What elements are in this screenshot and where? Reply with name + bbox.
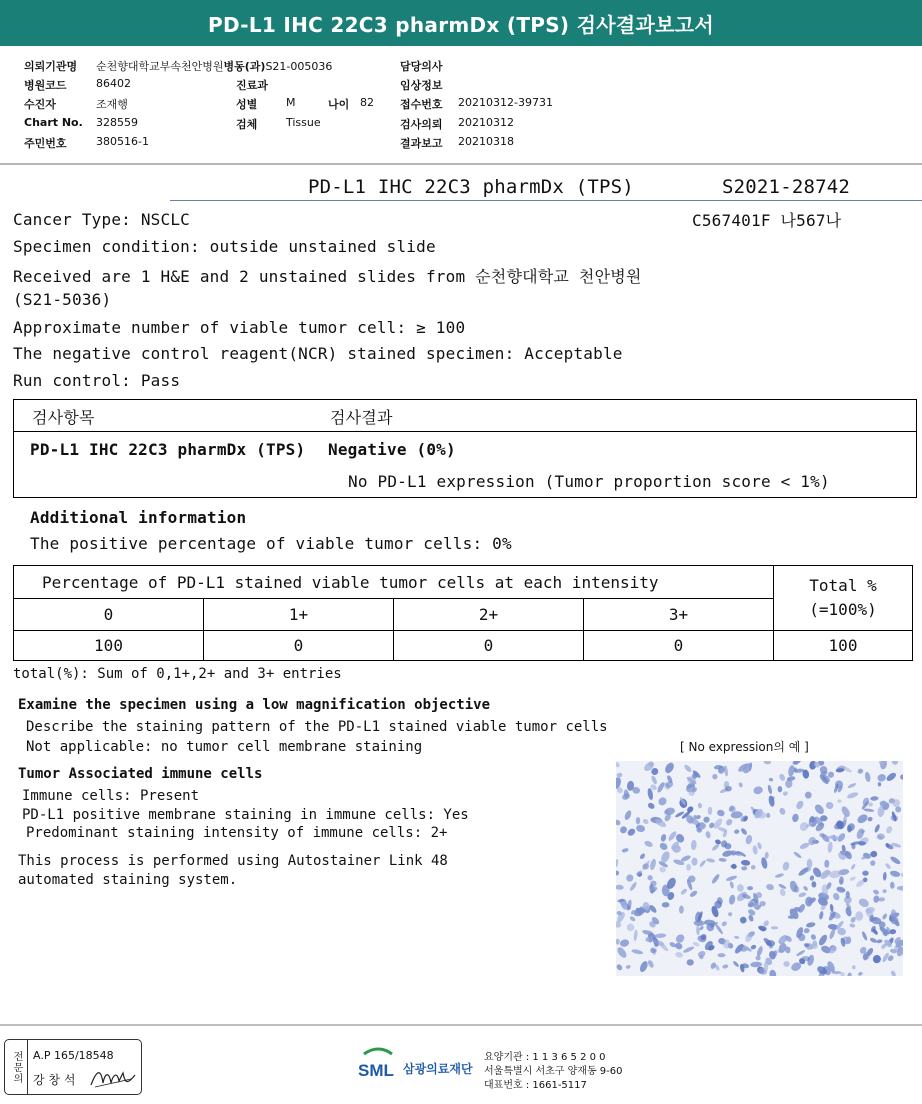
cell-nucleus — [806, 922, 816, 929]
cell-nucleus — [718, 953, 726, 957]
cell-nucleus — [869, 937, 877, 944]
cell-nucleus — [750, 864, 756, 870]
cell-nucleus — [675, 951, 684, 958]
cell-nucleus — [803, 928, 810, 934]
cell-nucleus — [658, 841, 669, 851]
cell-nucleus — [752, 845, 758, 855]
cell-nucleus — [732, 960, 739, 967]
additional-text: The positive percentage of viable tumor cells: 0% — [30, 534, 512, 553]
cell-nucleus — [766, 883, 775, 891]
cell-nucleus — [819, 911, 825, 920]
cell-nucleus — [890, 882, 895, 889]
cell-nucleus — [764, 852, 769, 859]
chart-label: Chart No. — [24, 116, 83, 129]
cell-nucleus — [633, 929, 638, 941]
cell-nucleus — [878, 782, 882, 787]
cell-nucleus — [636, 817, 641, 825]
cell-nucleus — [725, 818, 734, 827]
tissue-micrograph — [616, 761, 903, 976]
cell-nucleus — [856, 813, 869, 825]
cell-nucleus — [723, 765, 728, 777]
cell-nucleus — [857, 768, 864, 775]
request-label: 검사의뢰 — [400, 118, 443, 131]
immune-heading: Tumor Associated immune cells — [18, 766, 263, 782]
cell-nucleus — [872, 889, 879, 896]
cell-nucleus — [889, 855, 901, 865]
cell-nucleus — [863, 808, 874, 812]
ward-label: 병동(과) — [223, 60, 266, 73]
confirm-label: 전문의 — [11, 1050, 22, 1084]
cell-nucleus — [712, 773, 719, 780]
cell-nucleus — [718, 858, 726, 862]
total-header-line2: (=100%) — [809, 599, 877, 619]
clinical-label: 임상정보 — [400, 79, 443, 92]
org-name: 삼광의료재단 — [403, 1062, 473, 1076]
title-underline — [170, 200, 922, 201]
address: 서울특별시 서초구 양재동 9-60 — [484, 1066, 623, 1077]
immune-line-1: Immune cells: Present — [22, 788, 200, 804]
cell-nucleus — [657, 796, 668, 807]
additional-heading: Additional information — [30, 508, 247, 527]
cell-nucleus — [782, 861, 790, 871]
cell-nucleus — [728, 894, 736, 905]
cell-nucleus — [871, 954, 882, 965]
report-value: 20210318 — [458, 135, 514, 148]
hospital-value: 순천향대학교부속천안병원 — [96, 60, 224, 73]
receipt-label: 접수번호 — [400, 98, 443, 111]
cell-nucleus — [825, 801, 834, 810]
cell-nucleus — [729, 881, 734, 889]
examine-line-2: Not applicable: no tumor cell membrane staining — [26, 739, 423, 755]
total-header-line1: Total % — [809, 575, 877, 595]
cell-nucleus — [807, 859, 813, 868]
cell-nucleus — [708, 807, 713, 815]
cell-nucleus — [791, 813, 799, 823]
cell-nucleus — [864, 771, 871, 782]
cell-nucleus — [689, 890, 698, 899]
intensity-table — [13, 565, 913, 661]
cell-nucleus — [900, 872, 903, 877]
ncr-statement: The negative control reagent(NCR) stained specimen: Acceptable — [13, 344, 623, 363]
cell-nucleus — [626, 827, 636, 837]
request-info — [24, 58, 922, 158]
tissue-image — [616, 761, 903, 976]
cell-nucleus — [771, 926, 779, 929]
rrn-label: 주민번호 — [24, 137, 67, 150]
cell-nucleus — [736, 884, 744, 893]
cell-nucleus — [756, 945, 764, 957]
cell-nucleus — [824, 860, 829, 868]
cell-nucleus — [753, 785, 764, 795]
cell-nucleus — [750, 944, 757, 950]
cell-nucleus — [889, 870, 900, 878]
cell-nucleus — [660, 833, 667, 842]
total-header — [774, 566, 913, 631]
test-title: PD-L1 IHC 22C3 pharmDx (TPS) — [308, 176, 634, 198]
cell-nucleus — [711, 873, 721, 885]
dept-label: 진료과 — [236, 79, 268, 92]
level-2plus: 2+ — [394, 599, 584, 630]
cell-nucleus — [627, 924, 635, 932]
cell-nucleus — [706, 858, 716, 863]
result-table — [13, 399, 917, 498]
cell-nucleus — [882, 888, 887, 893]
process-line-1: This process is performed using Autostainer Link 48 — [18, 853, 448, 869]
cell-nucleus — [890, 970, 897, 976]
cell-nucleus — [858, 971, 864, 976]
cell-nucleus — [616, 772, 623, 778]
cell-nucleus — [669, 941, 677, 948]
cell-nucleus — [682, 945, 694, 954]
cell-nucleus — [734, 935, 740, 939]
cell-nucleus — [778, 883, 787, 890]
cell-nucleus — [625, 873, 634, 883]
cell-nucleus — [696, 926, 700, 936]
physician-name: 강 창 석 — [33, 1073, 76, 1087]
cell-nucleus — [769, 969, 777, 976]
cell-nucleus — [674, 933, 686, 945]
cell-nucleus — [692, 941, 700, 947]
cell-nucleus — [722, 849, 734, 857]
value-total: 100 — [774, 630, 913, 660]
cell-nucleus — [739, 916, 747, 924]
col-result-header: 검사결과 — [330, 408, 393, 427]
cell-nucleus — [738, 782, 743, 788]
received-line-2: (S21-5036) — [13, 290, 112, 309]
cell-nucleus — [847, 782, 857, 789]
cell-nucleus — [817, 933, 828, 946]
cell-nucleus — [649, 858, 657, 871]
process-line-2: automated staining system. — [18, 872, 238, 888]
cell-nucleus — [778, 773, 786, 782]
level-0: 0 — [14, 599, 204, 630]
cell-nucleus — [616, 963, 623, 971]
received-line-1: Received are 1 H&E and 2 unstained slides from 순천향대학교 천안병원 — [13, 267, 642, 286]
cell-nucleus — [883, 872, 887, 881]
cell-nucleus — [740, 827, 748, 836]
cell-nucleus — [745, 834, 753, 845]
value-1plus: 0 — [204, 630, 394, 660]
cell-nucleus — [811, 881, 816, 888]
specimen-label: 검체 — [236, 118, 258, 131]
cell-nucleus — [621, 847, 629, 853]
cell-nucleus — [869, 859, 876, 866]
cell-nucleus — [803, 885, 809, 891]
cell-nucleus — [699, 859, 707, 867]
cell-nucleus — [705, 831, 711, 839]
code-label: 병원코드 — [24, 79, 67, 92]
header-divider — [0, 163, 922, 165]
ward-value: S21-005036 — [265, 60, 333, 73]
footer-divider — [0, 1024, 922, 1026]
physician-signature — [89, 1065, 137, 1091]
cell-nucleus — [734, 829, 740, 835]
cell-nucleus — [783, 961, 789, 967]
cell-nucleus — [897, 886, 903, 891]
level-3plus: 3+ — [584, 599, 774, 630]
cell-nucleus — [693, 920, 704, 926]
cell-nucleus — [691, 857, 697, 865]
cell-nucleus — [629, 915, 636, 922]
signature-box — [4, 1039, 142, 1095]
cell-nucleus — [647, 959, 655, 968]
cell-nucleus — [741, 860, 751, 867]
cell-nucleus — [810, 933, 817, 940]
specimen-value: Tissue — [286, 116, 321, 129]
case-number: S2021-28742 — [722, 176, 851, 198]
ap-line: A.P 165/18548 — [33, 1049, 114, 1062]
cell-nucleus — [757, 842, 763, 850]
result-item: PD-L1 IHC 22C3 pharmDx (TPS) — [30, 440, 306, 459]
cell-nucleus — [779, 888, 786, 897]
specimen-condition: Specimen condition: outside unstained slide — [13, 237, 436, 256]
cell-nucleus — [755, 955, 761, 960]
cell-nucleus — [895, 806, 902, 813]
cell-nucleus — [644, 840, 654, 848]
total-note: total(%): Sum of 0,1+,2+ and 3+ entries — [13, 666, 342, 682]
cell-nucleus — [870, 850, 878, 857]
cell-nucleus — [725, 875, 737, 882]
patient-value: 조재행 — [96, 98, 128, 111]
cell-nucleus — [616, 946, 628, 960]
rrn-value: 380516-1 — [96, 135, 149, 148]
cell-nucleus — [629, 881, 638, 892]
cell-nucleus — [616, 761, 621, 768]
cell-nucleus — [796, 949, 806, 957]
report-title: PD-L1 IHC 22C3 pharmDx (TPS) 검사결과보고서 — [208, 12, 714, 37]
logo-text: SML — [358, 1061, 394, 1080]
cell-nucleus — [723, 939, 730, 948]
patient-label: 수진자 — [24, 98, 56, 111]
cell-nucleus — [852, 965, 856, 970]
cancer-type: Cancer Type: NSCLC — [13, 210, 190, 229]
cell-nucleus — [667, 830, 678, 842]
cell-nucleus — [782, 791, 788, 796]
request-value: 20210312 — [458, 116, 514, 129]
cell-nucleus — [683, 764, 693, 774]
cell-nucleus — [855, 911, 863, 921]
cell-nucleus — [846, 791, 859, 799]
value-0: 100 — [14, 630, 204, 660]
result-value: Negative (0%) — [328, 440, 456, 459]
age-label: 나이 — [328, 98, 350, 111]
cell-nucleus — [650, 775, 658, 785]
cell-nucleus — [775, 873, 785, 879]
cell-nucleus — [900, 774, 903, 780]
cell-nucleus — [788, 915, 795, 919]
cell-nucleus — [849, 923, 856, 928]
cell-nucleus — [616, 885, 624, 891]
cell-nucleus — [804, 791, 812, 799]
cell-nucleus — [862, 871, 868, 876]
cell-nucleus — [702, 816, 710, 824]
col-item-header: 검사항목 — [32, 408, 95, 427]
cell-nucleus — [639, 853, 646, 860]
cell-nucleus — [885, 825, 893, 834]
cell-nucleus — [832, 892, 841, 901]
cell-nucleus — [787, 765, 795, 777]
cell-nucleus — [616, 859, 619, 867]
cell-nucleus — [686, 864, 691, 871]
cell-nucleus — [721, 920, 728, 927]
cell-nucleus — [663, 761, 675, 775]
cell-nucleus — [680, 888, 688, 896]
cell-nucleus — [837, 799, 842, 803]
cell-nucleus — [806, 954, 815, 966]
cell-nucleus — [857, 897, 870, 909]
examine-line-1: Describe the staining pattern of the PD-L1 stained viable tumor cells — [26, 719, 608, 735]
cell-nucleus — [874, 824, 881, 834]
intensity-header: Percentage of PD-L1 stained viable tumor cells at each intensity — [14, 566, 774, 599]
hospital-label: 의뢰기관명 — [24, 60, 78, 73]
cell-nucleus — [793, 851, 802, 859]
doctor-label: 담당의사 — [400, 60, 443, 73]
cell-nucleus — [827, 841, 833, 853]
chart-value: 328559 — [96, 116, 138, 129]
cell-nucleus — [828, 928, 836, 940]
sex-value: M — [286, 96, 296, 109]
sex-label: 성별 — [236, 98, 258, 111]
cell-nucleus — [647, 802, 656, 810]
cell-nucleus — [813, 803, 826, 816]
value-3plus: 0 — [584, 630, 774, 660]
cell-nucleus — [647, 875, 653, 881]
cell-nucleus — [847, 972, 852, 976]
cell-nucleus — [881, 913, 888, 921]
viable-cells: Approximate number of viable tumor cell: ≥ 100 — [13, 318, 466, 337]
immune-line-3: Predominant staining intensity of immune cells: 2+ — [26, 825, 448, 841]
cell-nucleus — [891, 761, 899, 766]
cell-nucleus — [876, 939, 883, 944]
cell-nucleus — [616, 819, 622, 827]
cell-nucleus — [885, 771, 897, 782]
result-detail: No PD-L1 expression (Tumor proportion score < 1%) — [348, 472, 830, 491]
cell-nucleus — [870, 796, 879, 801]
cell-nucleus — [623, 809, 632, 821]
cell-nucleus — [616, 939, 620, 945]
cell-nucleus — [795, 800, 805, 811]
cell-nucleus — [619, 938, 630, 947]
cell-nucleus — [809, 875, 815, 881]
cell-nucleus — [768, 778, 773, 782]
cell-nucleus — [679, 905, 684, 913]
cell-nucleus — [778, 807, 786, 816]
cell-nucleus — [884, 862, 891, 869]
run-control: Run control: Pass — [13, 371, 181, 390]
cell-nucleus — [662, 902, 670, 908]
cell-nucleus — [635, 824, 645, 833]
cell-nucleus — [642, 818, 649, 825]
cell-nucleus — [829, 904, 834, 913]
cell-nucleus — [616, 870, 620, 876]
value-2plus: 0 — [394, 630, 584, 660]
cell-nucleus — [877, 773, 887, 782]
age-value: 82 — [360, 96, 374, 109]
cell-nucleus — [619, 825, 629, 835]
level-1plus: 1+ — [204, 599, 394, 630]
cell-nucleus — [747, 886, 753, 890]
phone: 대표번호 : 1661-5117 — [484, 1080, 587, 1091]
cell-nucleus — [716, 809, 725, 817]
result-table-divider — [14, 431, 916, 432]
cell-nucleus — [799, 842, 810, 851]
cell-nucleus — [763, 761, 771, 765]
cell-nucleus — [654, 933, 666, 938]
report-title-bar — [0, 0, 922, 46]
immune-line-2: PD-L1 positive membrane staining in immune cells: Yes — [22, 807, 469, 823]
sml-logo — [356, 1046, 400, 1082]
receipt-value: 20210312-39731 — [458, 96, 553, 109]
cell-nucleus — [867, 816, 873, 822]
confirm-cell — [5, 1040, 28, 1094]
cell-nucleus — [778, 786, 783, 792]
cell-nucleus — [811, 944, 818, 949]
cell-nucleus — [741, 866, 747, 871]
cell-nucleus — [850, 863, 856, 870]
cell-nucleus — [728, 912, 732, 916]
sml-logo-icon — [356, 1046, 400, 1082]
cell-nucleus — [861, 931, 868, 941]
cell-nucleus — [698, 803, 703, 809]
report-label: 결과보고 — [400, 137, 443, 150]
block-id: C567401F 나567나 — [692, 211, 842, 230]
cell-nucleus — [767, 785, 773, 795]
cell-nucleus — [687, 959, 694, 965]
cell-nucleus — [691, 840, 697, 851]
cell-nucleus — [845, 906, 853, 917]
cell-nucleus — [747, 908, 756, 917]
cell-nucleus — [638, 960, 649, 973]
cell-nucleus — [631, 949, 644, 956]
cell-nucleus — [798, 892, 807, 899]
examine-heading: Examine the specimen using a low magnification objective — [18, 697, 491, 713]
institution-code: 요양기관 : 1 1 3 6 5 2 0 0 — [484, 1052, 606, 1063]
cell-nucleus — [849, 876, 856, 882]
cell-nucleus — [766, 813, 770, 819]
cell-nucleus — [625, 964, 631, 969]
image-caption: [ No expression의 예 ] — [680, 740, 809, 754]
cell-nucleus — [722, 964, 729, 969]
code-value: 86402 — [96, 77, 131, 90]
